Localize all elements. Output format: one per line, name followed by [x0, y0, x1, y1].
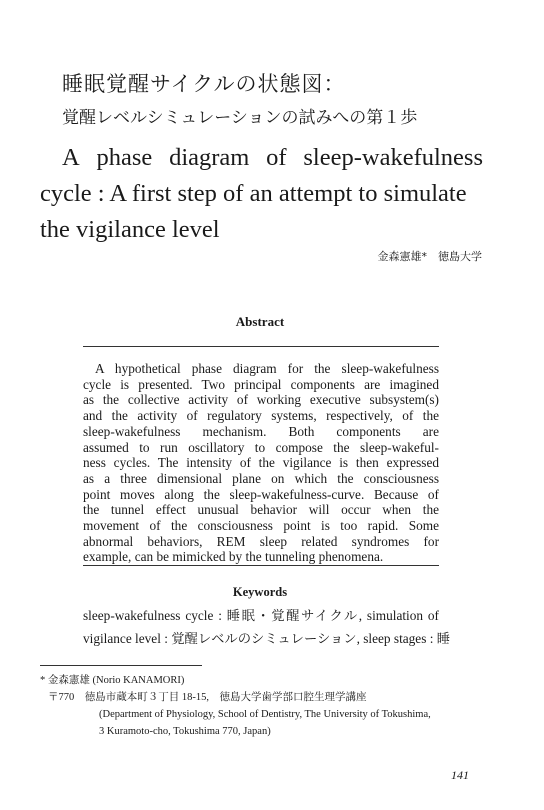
footnote-rule — [40, 665, 202, 666]
abstract-bottom-rule — [83, 565, 439, 566]
abstract-heading: Abstract — [235, 314, 285, 329]
abstract-line: ness cycles. The intensity of the vigilance is then expressed — [83, 455, 439, 471]
abstract-line: A hypothetical phase diagram for the sleep-wakefulness — [95, 361, 439, 376]
abstract-line: movement of the consciousness point is too rapid. Some — [83, 518, 439, 534]
abstract-line: assumed to run oscillatory to compose the sleep-wakeful- — [83, 439, 439, 455]
title-word: diagram — [169, 144, 250, 171]
japanese-title-line-1: 睡眠覚醒サイクルの状態図： — [62, 72, 346, 96]
abstract-line: cycle is presented. Two principal components are imagined — [83, 376, 439, 392]
japanese-title-line-2: 覚醒レベルシミュレーションの試みへの第１歩 — [62, 108, 418, 128]
title-word: of — [266, 144, 287, 171]
keywords-line: sleep-wakefulness cycle : 睡眠・覚醒サイクル, simulation of — [83, 608, 439, 623]
english-title-line-1 — [40, 140, 483, 176]
footnote-address-en-1: (Department of Physiology, School of Dentistry, The University of Tokushima, — [99, 709, 431, 720]
title-word: phase — [96, 144, 153, 171]
abstract-line: as the collective activity of working executive subsystem(s) — [83, 392, 439, 408]
footnote-author: * 金森憲雄 (Norio KANAMORI) — [40, 675, 185, 686]
abstract-line: example, can be mimicked by the tunneling phenomena. — [83, 549, 384, 565]
footnote-address-en-2: 3 Kuramoto-cho, Tokushima 770, Japan) — [99, 726, 271, 737]
english-title-line-3: the vigilance level — [40, 216, 220, 243]
keywords-line: vigilance level : 覚醒レベルのシミュレーション, sleep stages : 睡 — [83, 631, 451, 646]
abstract-line: as a three dimensional plane on which the consciousness — [83, 470, 439, 486]
title-word: sleep-wakefulness — [303, 144, 483, 171]
abstract-body — [83, 361, 439, 565]
abstract-line: the tunnel effect unusual behavior will occur when the — [83, 502, 439, 518]
footnote — [40, 672, 431, 740]
abstract-line: sleep-wakefulness mechanism. Both components are — [83, 423, 439, 439]
author-affiliation: 金森憲雄* 徳島大学 — [377, 250, 482, 263]
keywords-heading: Keywords — [232, 585, 288, 599]
abstract-line: abnormal behaviors, REM sleep related syndromes for — [83, 533, 439, 549]
footnote-address-ja: 〒770 徳島市蔵本町３丁目 18-15, 徳島大学歯学部口腔生理学講座 — [48, 692, 367, 703]
page-number: 141 — [451, 768, 469, 782]
english-title-line-2: cycle : A first step of an attempt to simulate — [40, 180, 467, 207]
keywords-body — [83, 604, 451, 650]
title-word: A — [62, 144, 80, 171]
abstract-line: point moves along the sleep-wakefulness-curve. Because of — [83, 486, 439, 502]
abstract-line: and the activity of regulatory systems, respectively, of the — [83, 408, 439, 424]
abstract-top-rule — [83, 346, 439, 347]
english-title — [40, 140, 483, 248]
